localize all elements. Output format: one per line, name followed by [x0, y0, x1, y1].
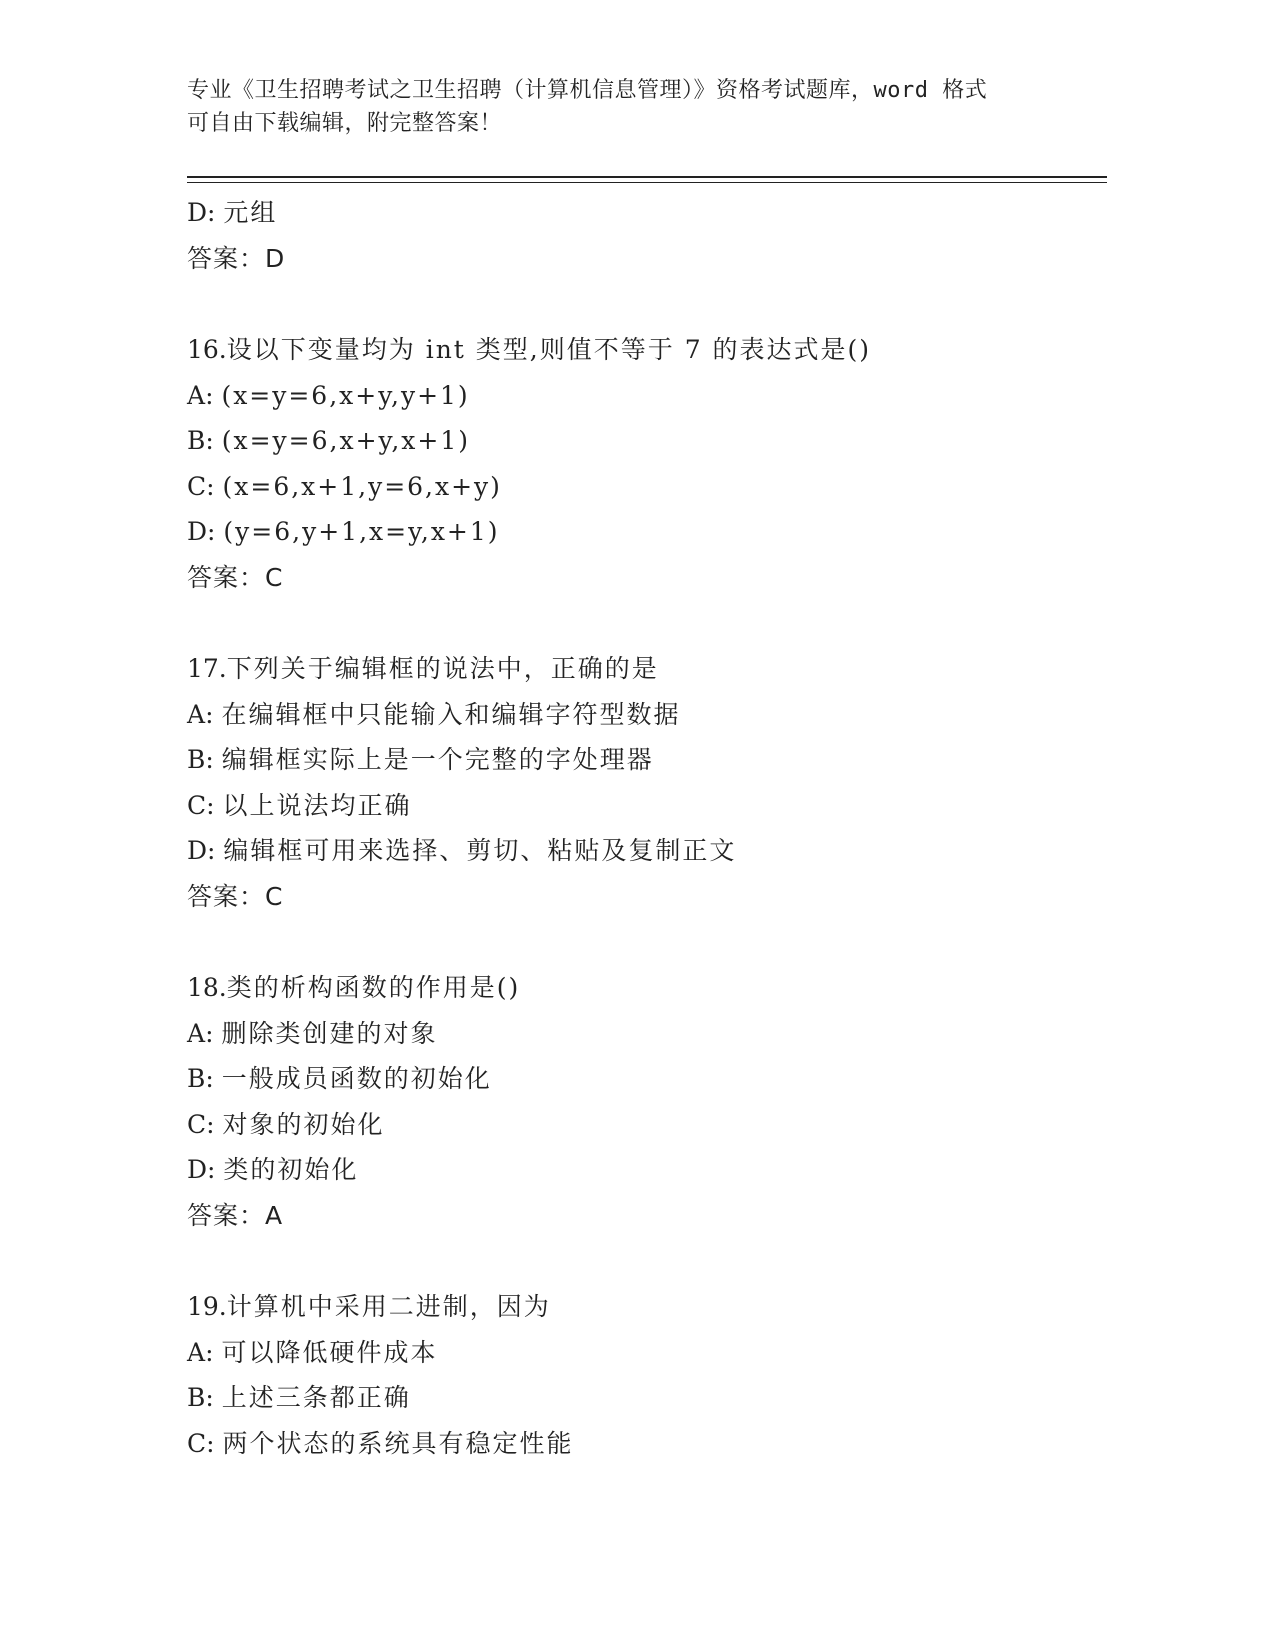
- question-16: [187, 327, 1107, 600]
- question-18: [187, 965, 1107, 1238]
- option-separator: :: [205, 699, 222, 729]
- option-line: [187, 783, 1107, 829]
- option-label: D: [187, 198, 208, 227]
- option-separator: :: [205, 745, 222, 774]
- option-label: C: [187, 790, 207, 820]
- option-label: A: [187, 1337, 206, 1367]
- question-17: [187, 646, 1107, 919]
- question-number: 16.: [187, 335, 227, 364]
- question-number: 17.: [187, 654, 227, 683]
- option-text: 可以降低硬件成本: [221, 1337, 438, 1367]
- option-text: 上述三条都正确: [221, 1383, 411, 1412]
- option-separator: :: [206, 1109, 223, 1139]
- option-line: [187, 1011, 1107, 1057]
- header-divider-thick: [187, 176, 1107, 178]
- answer-line: 答案：A: [187, 1200, 284, 1230]
- option-separator: :: [207, 1155, 224, 1184]
- option-separator: :: [207, 836, 224, 865]
- option-text: (y=6,y+1,x=y,x+1): [223, 517, 500, 546]
- option-line: [187, 1102, 1107, 1148]
- option-line: [187, 1375, 1107, 1421]
- option-line: [187, 1056, 1107, 1102]
- option-text: 以上说法均正确: [222, 790, 412, 820]
- question-list: [187, 190, 1107, 1466]
- question-gap: [187, 919, 1107, 965]
- option-text: 类的初始化: [223, 1155, 359, 1184]
- option-text: 编辑框实际上是一个完整的字处理器: [221, 745, 654, 774]
- question-stem: [187, 327, 1107, 373]
- option-line: [187, 464, 1107, 510]
- option-separator: :: [205, 1383, 222, 1412]
- question-stem: [187, 646, 1107, 692]
- question-text: 计算机中采用二进制，因为: [226, 1292, 551, 1321]
- option-line: [187, 737, 1107, 783]
- question-19: [187, 1284, 1107, 1466]
- question-number: 18.: [187, 973, 227, 1002]
- option-separator: :: [207, 517, 224, 546]
- option-label: B: [187, 426, 206, 455]
- option-text: (x=6,x+1,y=6,x+y): [222, 471, 502, 501]
- question-gap: [187, 1238, 1107, 1284]
- option-label: B: [187, 745, 206, 774]
- option-label: A: [187, 1018, 206, 1048]
- option-text: (x=y=6,x+y,y+1): [221, 380, 470, 410]
- answer-line: 答案：C: [187, 881, 284, 911]
- option-line: [187, 418, 1107, 464]
- option-line: [187, 1147, 1107, 1193]
- option-line: [187, 692, 1107, 738]
- option-label: A: [187, 699, 206, 729]
- option-text: 元组: [223, 198, 278, 227]
- question-gap: [187, 600, 1107, 646]
- question-stem: [187, 1284, 1107, 1330]
- option-text: 对象的初始化: [222, 1109, 385, 1139]
- option-text: (x=y=6,x+y,x+1): [221, 426, 470, 455]
- option-line: [187, 373, 1107, 419]
- question-text: 下列关于编辑框的说法中，正确的是: [226, 654, 659, 683]
- option-label: D: [187, 836, 208, 865]
- option-label: B: [187, 1383, 206, 1412]
- option-separator: :: [205, 1018, 222, 1048]
- option-separator: :: [207, 198, 224, 227]
- question-gap: [187, 281, 1107, 327]
- option-label: C: [187, 1428, 207, 1458]
- question-stem: [187, 965, 1107, 1011]
- question-text: 类的析构函数的作用是(): [226, 973, 521, 1002]
- option-line: [187, 1330, 1107, 1376]
- option-label: C: [187, 471, 207, 501]
- option-label: D: [187, 1155, 208, 1184]
- option-text: 一般成员函数的初始化: [221, 1064, 492, 1093]
- option-label: A: [187, 380, 206, 410]
- option-separator: :: [205, 1337, 222, 1367]
- option-line: [187, 828, 1107, 874]
- option-text: 编辑框可用来选择、剪切、粘贴及复制正文: [223, 836, 737, 865]
- answer-line: 答案：D: [187, 243, 286, 273]
- option-label: D: [187, 517, 208, 546]
- question-text: 设以下变量均为 int 类型,则值不等于 7 的表达式是(): [226, 335, 872, 364]
- option-line: [187, 509, 1107, 555]
- header-divider-thin: [187, 182, 1107, 183]
- option-line: [187, 190, 1107, 236]
- option-label: C: [187, 1109, 207, 1139]
- option-text: 在编辑框中只能输入和编辑字符型数据: [221, 699, 681, 729]
- document-header: [187, 74, 1087, 140]
- option-separator: :: [206, 1428, 223, 1458]
- option-separator: :: [205, 1064, 222, 1093]
- answer-line: 答案：C: [187, 562, 284, 592]
- option-separator: :: [205, 426, 222, 455]
- option-separator: :: [205, 380, 222, 410]
- option-line: [187, 1421, 1107, 1467]
- option-text: 删除类创建的对象: [221, 1018, 438, 1048]
- option-text: 两个状态的系统具有稳定性能: [222, 1428, 574, 1458]
- question-number: 19.: [187, 1292, 227, 1321]
- option-separator: :: [206, 471, 223, 501]
- header-line-1: 专业《卫生招聘考试之卫生招聘（计算机信息管理）》资格考试题库，word 格式: [187, 78, 988, 103]
- option-label: B: [187, 1064, 206, 1093]
- header-line-2: 可自由下载编辑，附完整答案！: [187, 111, 503, 136]
- option-separator: :: [206, 790, 223, 820]
